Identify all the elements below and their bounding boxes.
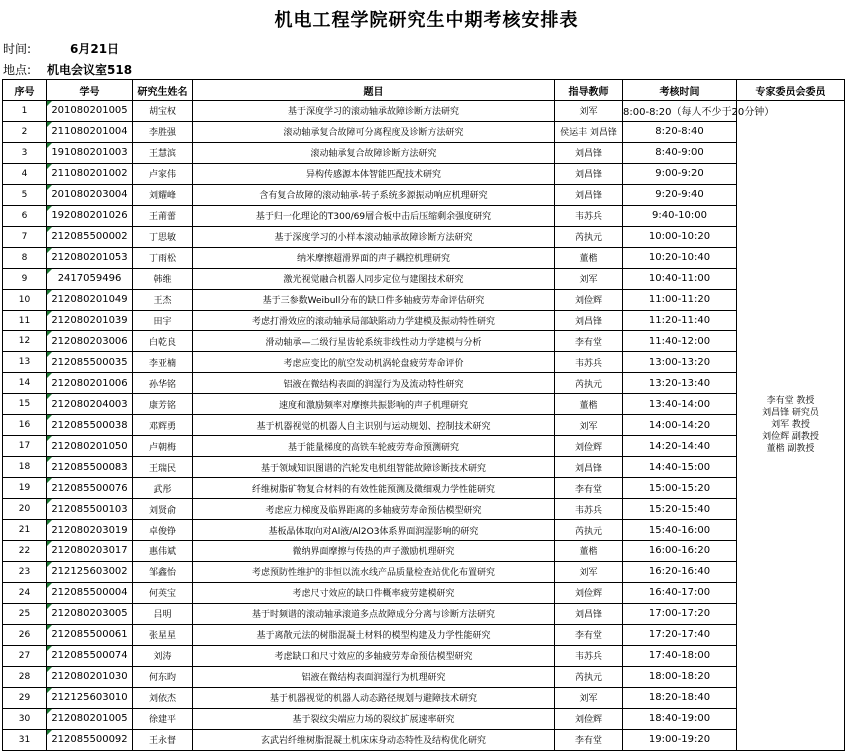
student-id: 212085500076 (47, 478, 133, 499)
advisor: 刘俭辉 (555, 289, 623, 310)
table-row (3, 205, 845, 226)
table-row (3, 163, 845, 184)
student-name: 康芳铭 (133, 394, 193, 415)
table-row (3, 101, 845, 122)
committee-member: 刘军 教授 (771, 420, 810, 431)
exam-time: 19:00-19:20 (623, 729, 737, 750)
table-row (3, 541, 845, 562)
exam-time: 16:20-16:40 (623, 561, 737, 582)
thesis-title: 基于领域知识图谱的汽轮发电机组智能故障诊断技术研究 (193, 457, 555, 478)
row-index: 9 (3, 268, 47, 289)
exam-time: 15:20-15:40 (623, 499, 737, 520)
advisor: 韦苏兵 (555, 645, 623, 666)
student-id: 192080201026 (47, 205, 133, 226)
advisor: 刘军 (555, 268, 623, 289)
header-cell: 专家委员会委员 (737, 80, 845, 101)
row-index: 17 (3, 436, 47, 457)
student-id: 212080201030 (47, 666, 133, 687)
thesis-title: 含有复合故障的滚动轴承-转子系统多源振动响应机理研究 (193, 184, 555, 205)
student-name: 王永督 (133, 729, 193, 750)
thesis-title: 玄武岩纤维树脂混凝土机床床身动态特性及结构优化研究 (193, 729, 555, 750)
thesis-title: 基于机器视觉的机器人动态路径规划与避障技术研究 (193, 687, 555, 708)
thesis-title: 速度和激励频率对摩擦共振影响的声子机理研究 (193, 394, 555, 415)
exam-time: 17:40-18:00 (623, 645, 737, 666)
table-row (3, 142, 845, 163)
row-index: 13 (3, 352, 47, 373)
exam-time: 11:40-12:00 (623, 331, 737, 352)
student-name: 韩维 (133, 268, 193, 289)
table-row (3, 394, 845, 415)
student-id: 212125603002 (47, 561, 133, 582)
advisor: 刘昌锋 (555, 184, 623, 205)
row-index: 23 (3, 561, 47, 582)
student-name: 刘依杰 (133, 687, 193, 708)
student-id: 212080201039 (47, 310, 133, 331)
student-id: 212085500002 (47, 226, 133, 247)
student-name: 邓辉勇 (133, 415, 193, 436)
student-id: 211080201002 (47, 163, 133, 184)
thesis-title: 纤维树脂矿物复合材料的有效性能预测及微细观力学性能研究 (193, 478, 555, 499)
thesis-title: 考虑缺口和尺寸效应的多轴疲劳寿命预估模型研究 (193, 645, 555, 666)
thesis-title: 基于归一化理论的T300/69層合板中击后压缩剩余强度研究 (193, 205, 555, 226)
thesis-title: 考虑应力梯度及临界距离的多轴疲劳寿命预估模型研究 (193, 499, 555, 520)
time-label: 时间: (3, 42, 32, 56)
advisor: 董楷 (555, 394, 623, 415)
table-row (3, 121, 845, 142)
thesis-title: 铝液在微结构表面的润湿行为及流动特性研究 (193, 373, 555, 394)
row-index: 19 (3, 478, 47, 499)
advisor: 韦苏兵 (555, 352, 623, 373)
place-value: 机电会议室518 (47, 63, 133, 77)
thesis-title: 考虑尺寸效应的缺口件概率疲劳建模研究 (193, 582, 555, 603)
table-row (3, 582, 845, 603)
exam-time: 11:00-11:20 (623, 289, 737, 310)
table-row (3, 645, 845, 666)
table-row (3, 415, 845, 436)
advisor: 芮执元 (555, 666, 623, 687)
exam-time: 18:00-18:20 (623, 666, 737, 687)
row-index: 30 (3, 708, 47, 729)
student-name: 何英宝 (133, 582, 193, 603)
student-id: 212080204003 (47, 394, 133, 415)
table-row (3, 289, 845, 310)
row-index: 29 (3, 687, 47, 708)
exam-time: 9:00-9:20 (623, 163, 737, 184)
student-id: 211080201004 (47, 121, 133, 142)
row-index: 3 (3, 142, 47, 163)
advisor: 刘俭辉 (555, 436, 623, 457)
table-row (3, 226, 845, 247)
exam-time: 17:20-17:40 (623, 624, 737, 645)
row-index: 22 (3, 541, 47, 562)
exam-time: 18:20-18:40 (623, 687, 737, 708)
advisor: 刘俭辉 (555, 708, 623, 729)
time-value: 6月21日 (70, 42, 120, 56)
table-row (3, 666, 845, 687)
table-row (3, 729, 845, 750)
exam-time: 18:40-19:00 (623, 708, 737, 729)
advisor: 芮执元 (555, 373, 623, 394)
advisor: 侯运丰 刘昌锋 (555, 121, 623, 142)
thesis-title: 基于离散元法的树脂混凝土材料的模型构建及力学性能研究 (193, 624, 555, 645)
schedule-body (3, 101, 845, 751)
student-id: 212080201006 (47, 373, 133, 394)
header-row (3, 80, 845, 101)
exam-time: 15:40-16:00 (623, 520, 737, 541)
thesis-title: 基于深度学习的小样本滚动轴承故障诊断方法研究 (193, 226, 555, 247)
student-name: 田宇 (133, 310, 193, 331)
exam-time: 9:20-9:40 (623, 184, 737, 205)
student-id: 212080201053 (47, 247, 133, 268)
advisor: 刘昌锋 (555, 457, 623, 478)
advisor: 刘军 (555, 561, 623, 582)
exam-time: 13:20-13:40 (623, 373, 737, 394)
row-index: 10 (3, 289, 47, 310)
row-index: 5 (3, 184, 47, 205)
exam-time: 8:20-8:40 (623, 121, 737, 142)
student-id: 212085500083 (47, 457, 133, 478)
row-index: 11 (3, 310, 47, 331)
exam-time: 14:00-14:20 (623, 415, 737, 436)
thesis-title: 考虑预防性维护的非恒以流水线产品质量检查站优化布置研究 (193, 561, 555, 582)
row-index: 7 (3, 226, 47, 247)
header-cell: 指导教师 (555, 80, 623, 101)
student-name: 徐建平 (133, 708, 193, 729)
row-index: 26 (3, 624, 47, 645)
student-name: 刘贤俞 (133, 499, 193, 520)
student-name: 何东昀 (133, 666, 193, 687)
committee-members (737, 101, 845, 751)
student-name: 吕明 (133, 603, 193, 624)
student-id: 212085500035 (47, 352, 133, 373)
thesis-title: 滚动轴承复合故障诊断方法研究 (193, 142, 555, 163)
row-index: 24 (3, 582, 47, 603)
header-cell: 研究生姓名 (133, 80, 193, 101)
table-row (3, 624, 845, 645)
table-row (3, 436, 845, 457)
row-index: 15 (3, 394, 47, 415)
student-id: 191080201003 (47, 142, 133, 163)
committee-member: 刘昌锋 研究员 (762, 408, 819, 419)
exam-time: 16:00-16:20 (623, 541, 737, 562)
table-row (3, 478, 845, 499)
row-index: 6 (3, 205, 47, 226)
exam-time: 8:40-9:00 (623, 142, 737, 163)
student-name: 惠伟斌 (133, 541, 193, 562)
thesis-title: 基于机器视觉的机器人自主识别与运动规划、控制技术研究 (193, 415, 555, 436)
thesis-title: 基于裂纹尖端应力场的裂纹扩展速率研究 (193, 708, 555, 729)
advisor: 刘昌锋 (555, 310, 623, 331)
advisor: 刘昌锋 (555, 163, 623, 184)
exam-time: 14:20-14:40 (623, 436, 737, 457)
table-row (3, 352, 845, 373)
advisor: 刘俭辉 (555, 582, 623, 603)
header-cell: 考核时间 (623, 80, 737, 101)
student-name: 丁雨松 (133, 247, 193, 268)
advisor: 董楷 (555, 541, 623, 562)
student-name: 王瑞民 (133, 457, 193, 478)
row-index: 14 (3, 373, 47, 394)
student-name: 武彤 (133, 478, 193, 499)
exam-time: 16:40-17:00 (623, 582, 737, 603)
exam-time: 13:40-14:00 (623, 394, 737, 415)
row-index: 12 (3, 331, 47, 352)
advisor: 董楷 (555, 247, 623, 268)
exam-time: 11:20-11:40 (623, 310, 737, 331)
student-id: 2417059496 (47, 268, 133, 289)
student-id: 212085500038 (47, 415, 133, 436)
table-row (3, 331, 845, 352)
thesis-title: 滚动轴承复合故障可分离程度及诊断方法研究 (193, 121, 555, 142)
exam-time: 10:20-10:40 (623, 247, 737, 268)
table-row (3, 184, 845, 205)
row-index: 8 (3, 247, 47, 268)
student-name: 王莆蕾 (133, 205, 193, 226)
row-index: 16 (3, 415, 47, 436)
student-name: 刘涛 (133, 645, 193, 666)
thesis-title: 微纳界面摩擦与传热的声子激励机理研究 (193, 541, 555, 562)
header-cell: 题目 (193, 80, 555, 101)
advisor: 李有堂 (555, 478, 623, 499)
student-name: 丁思敏 (133, 226, 193, 247)
thesis-title: 滑动轴承—二级行星齿轮系统非线性动力学建模与分析 (193, 331, 555, 352)
thesis-title: 基于深度学习的滚动轴承故障诊断方法研究 (193, 101, 555, 122)
row-index: 2 (3, 121, 47, 142)
student-id: 212085500092 (47, 729, 133, 750)
student-name: 孙华铭 (133, 373, 193, 394)
student-name: 李胜强 (133, 121, 193, 142)
student-id: 212125603010 (47, 687, 133, 708)
student-name: 张星星 (133, 624, 193, 645)
committee-member: 李有堂 教授 (766, 396, 815, 407)
student-name: 卢朝梅 (133, 436, 193, 457)
header-cell: 学号 (47, 80, 133, 101)
advisor: 李有堂 (555, 729, 623, 750)
row-index: 18 (3, 457, 47, 478)
advisor: 刘昌锋 (555, 142, 623, 163)
student-id: 201080203004 (47, 184, 133, 205)
student-id: 212080203017 (47, 541, 133, 562)
advisor: 李有堂 (555, 624, 623, 645)
thesis-title: 考虑应变比的航空发动机涡轮盘疲劳寿命评价 (193, 352, 555, 373)
advisor: 刘军 (555, 687, 623, 708)
exam-time: 14:40-15:00 (623, 457, 737, 478)
table-row (3, 268, 845, 289)
row-index: 21 (3, 520, 47, 541)
student-name: 王慧滨 (133, 142, 193, 163)
table-row (3, 457, 845, 478)
student-id: 212080203006 (47, 331, 133, 352)
exam-time: 9:40-10:00 (623, 205, 737, 226)
thesis-title: 铝液在微结构表面润湿行为机理研究 (193, 666, 555, 687)
exam-time: 15:00-15:20 (623, 478, 737, 499)
student-id: 201080201005 (47, 101, 133, 122)
exam-time: 10:00-10:20 (623, 226, 737, 247)
table-row (3, 708, 845, 729)
student-id: 212085500004 (47, 582, 133, 603)
thesis-title: 基于三参数Weibull分布的缺口件多轴疲劳寿命评估研究 (193, 289, 555, 310)
student-name: 白乾良 (133, 331, 193, 352)
student-id: 212080201050 (47, 436, 133, 457)
row-index: 4 (3, 163, 47, 184)
student-id: 212085500061 (47, 624, 133, 645)
table-row (3, 247, 845, 268)
thesis-title: 基于时频谱的滚动轴承滚道多点故障成分分离与诊断方法研究 (193, 603, 555, 624)
student-id: 212080203019 (47, 520, 133, 541)
student-id: 212085500074 (47, 645, 133, 666)
table-row (3, 561, 845, 582)
exam-time: 13:00-13:20 (623, 352, 737, 373)
row-index: 25 (3, 603, 47, 624)
row-index: 27 (3, 645, 47, 666)
committee-member: 刘俭辉 副教授 (762, 432, 819, 443)
advisor: 韦苏兵 (555, 499, 623, 520)
exam-time: 8:00-8:20（每人不少于20分钟） (623, 101, 737, 122)
table-row (3, 310, 845, 331)
table-row (3, 687, 845, 708)
advisor: 韦苏兵 (555, 205, 623, 226)
student-id: 212080203005 (47, 603, 133, 624)
student-name: 李亚楠 (133, 352, 193, 373)
student-name: 王杰 (133, 289, 193, 310)
row-index: 31 (3, 729, 47, 750)
advisor: 李有堂 (555, 331, 623, 352)
thesis-title: 考虑打滑效应的滚动轴承局部缺陷动力学建模及振动特性研究 (193, 310, 555, 331)
row-index: 1 (3, 101, 47, 122)
student-name: 刘耀峰 (133, 184, 193, 205)
student-name: 卓俊铮 (133, 520, 193, 541)
advisor: 刘军 (555, 415, 623, 436)
table-row (3, 603, 845, 624)
table-row (3, 373, 845, 394)
thesis-title: 基板晶体取向对Al液/Al2O3体系界面润湿影响的研究 (193, 520, 555, 541)
committee-member: 董楷 副教授 (766, 444, 815, 455)
student-name: 胡宝权 (133, 101, 193, 122)
place-label: 地点: (3, 63, 32, 77)
thesis-title: 基于能量梯度的高铁车轮疲劳寿命预测研究 (193, 436, 555, 457)
table-row (3, 520, 845, 541)
exam-time: 17:00-17:20 (623, 603, 737, 624)
student-id: 212085500103 (47, 499, 133, 520)
thesis-title: 纳米摩擦超滑界面的声子耦控机理研究 (193, 247, 555, 268)
advisor: 芮执元 (555, 520, 623, 541)
student-id: 212080201005 (47, 708, 133, 729)
thesis-title: 异构传感源本体智能匹配技术研究 (193, 163, 555, 184)
student-id: 212080201049 (47, 289, 133, 310)
row-index: 28 (3, 666, 47, 687)
advisor: 刘军 (555, 101, 623, 122)
student-name: 邹鑫怡 (133, 561, 193, 582)
schedule-table (2, 79, 845, 751)
row-index: 20 (3, 499, 47, 520)
advisor: 刘昌锋 (555, 603, 623, 624)
thesis-title: 激光视觉融合机器人同步定位与建图技术研究 (193, 268, 555, 289)
advisor: 芮执元 (555, 226, 623, 247)
page-title: 机电工程学院研究生中期考核安排表 (274, 10, 579, 31)
exam-time: 10:40-11:00 (623, 268, 737, 289)
header-cell: 序号 (3, 80, 47, 101)
table-row (3, 499, 845, 520)
student-name: 卢家伟 (133, 163, 193, 184)
